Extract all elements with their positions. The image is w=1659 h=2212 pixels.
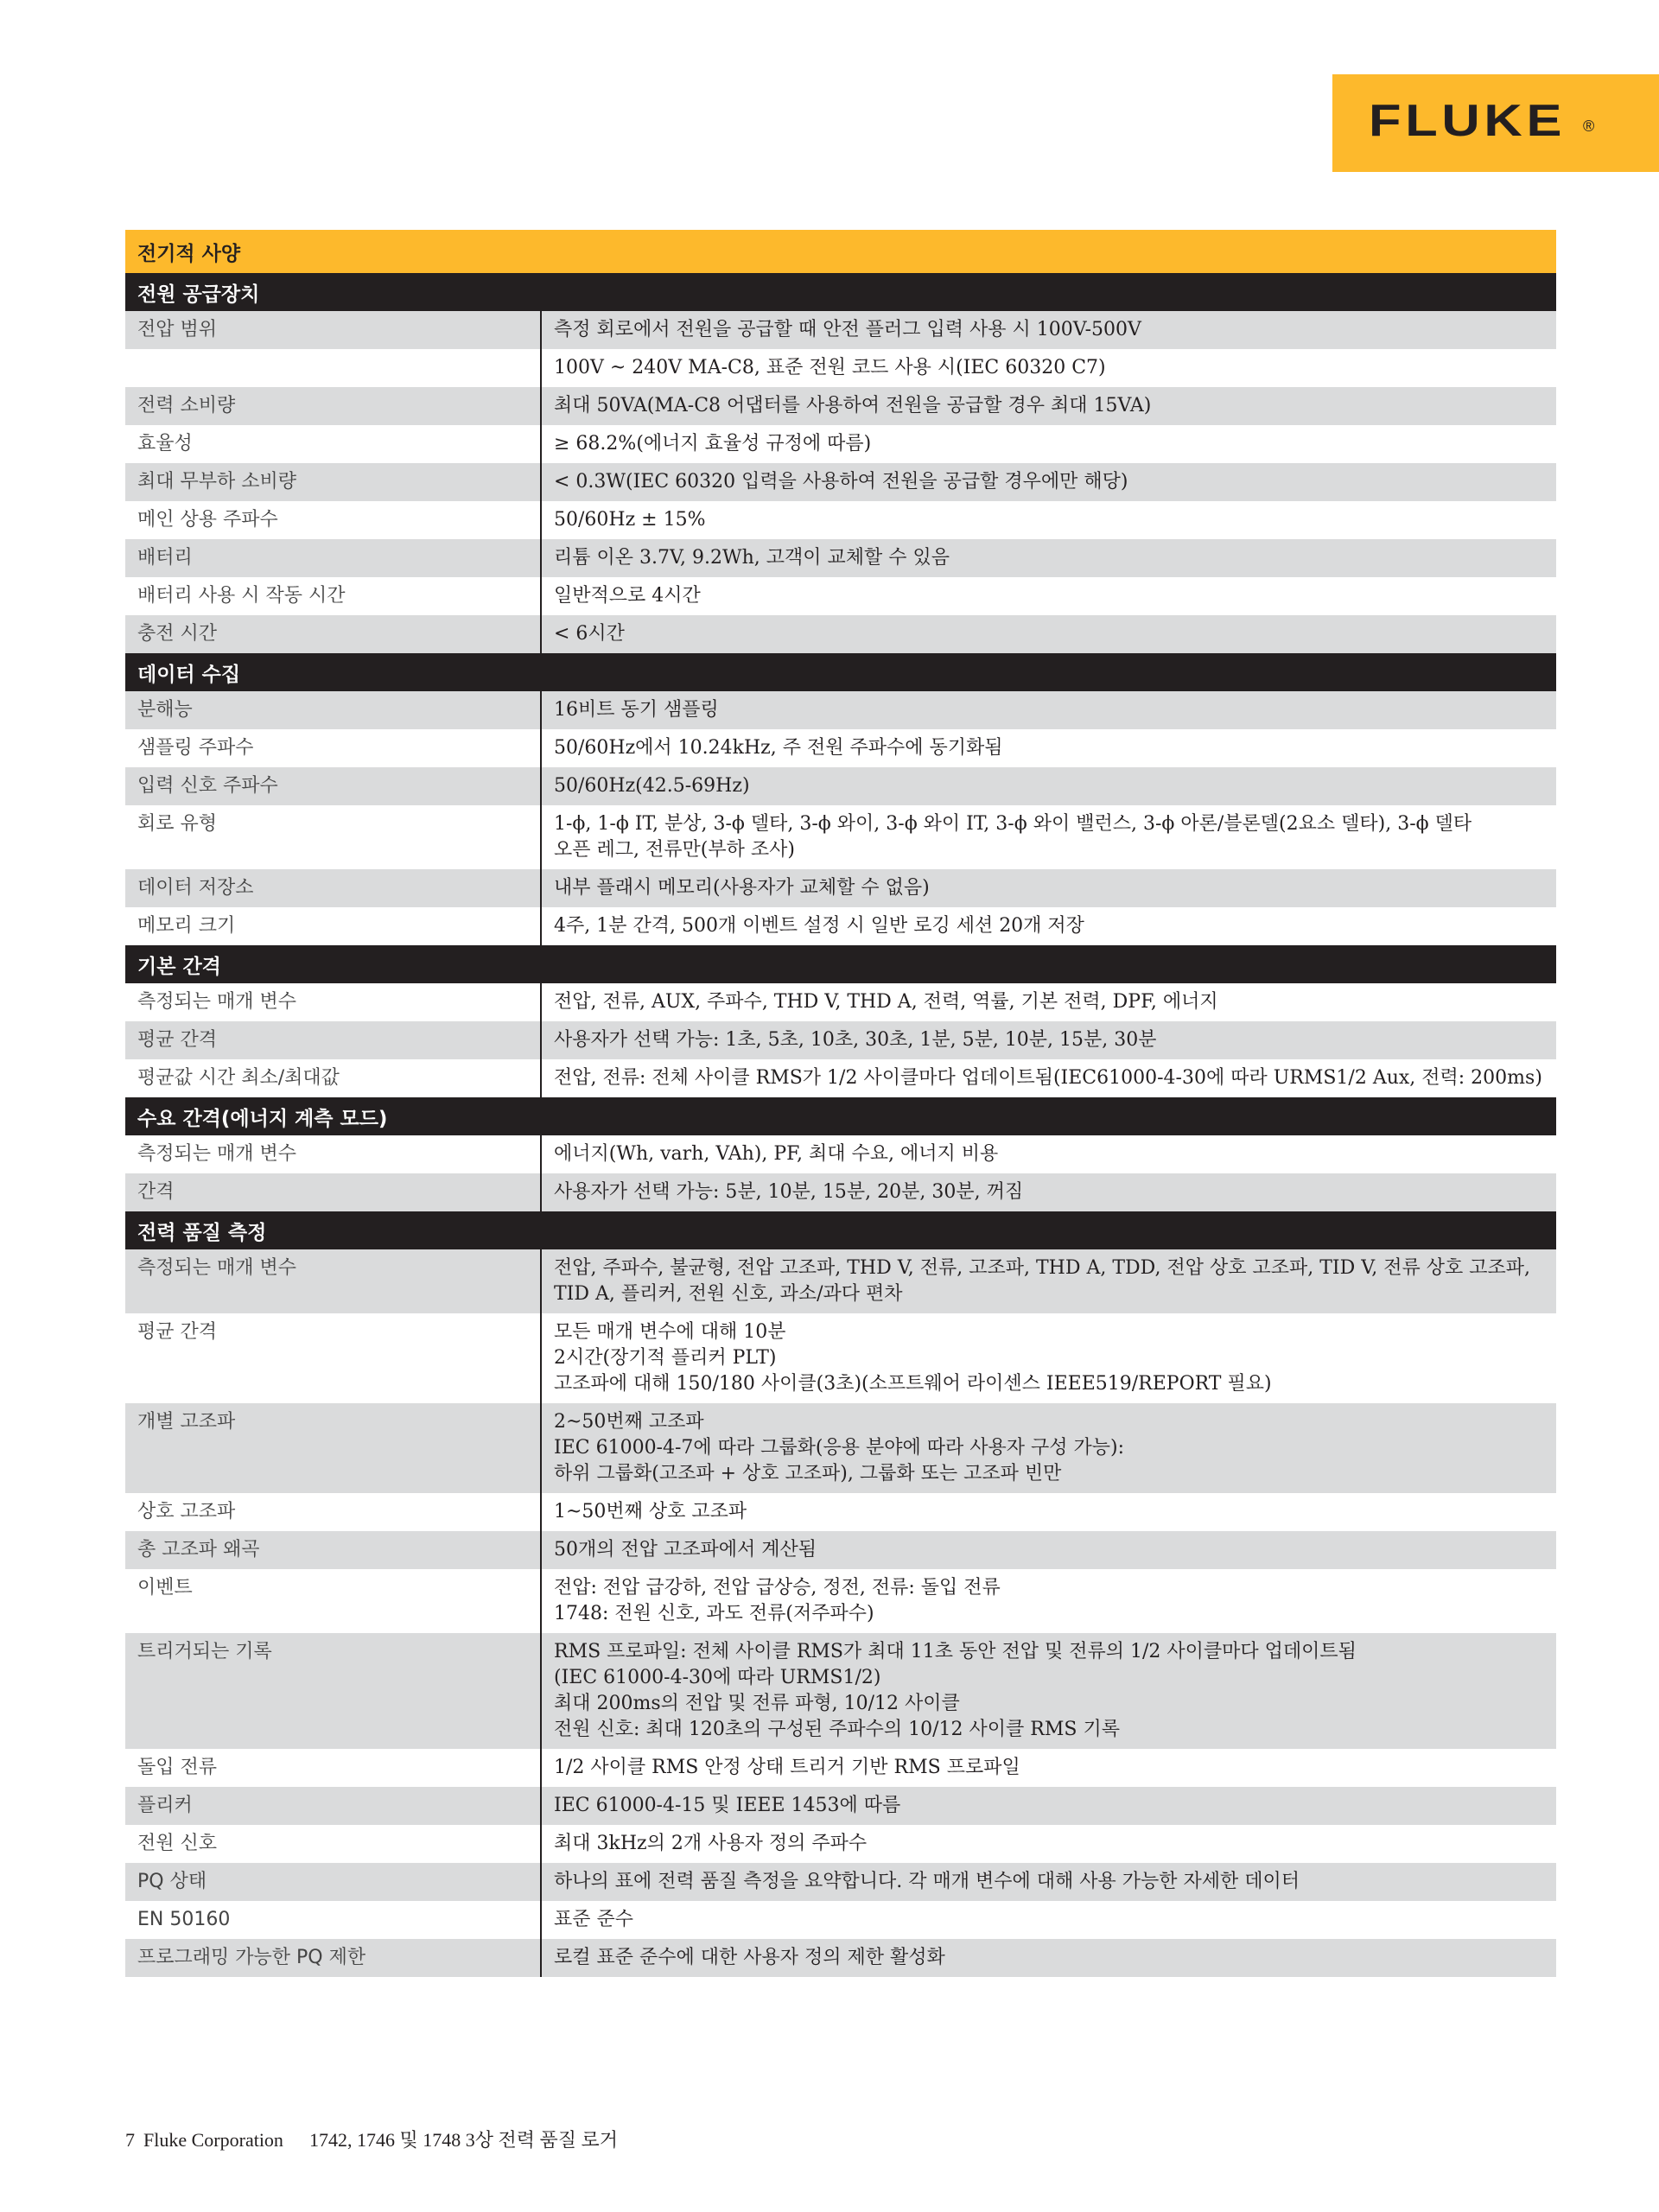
row-value bbox=[542, 1939, 1556, 1977]
section-header: 기본 간격 bbox=[125, 945, 1556, 983]
table-row bbox=[125, 1939, 1556, 1977]
section-header: 전원 공급장치 bbox=[125, 273, 1556, 311]
row-label: 데이터 저장소 bbox=[125, 869, 542, 907]
row-label: 배터리 사용 시 작동 시간 bbox=[125, 577, 542, 615]
value-line: 1-ϕ, 1-ϕ IT, 분상, 3-ϕ 델타, 3-ϕ 와이, 3-ϕ 와이 IT, 3-ϕ 와이 밸런스, 3-ϕ 아론/블론델(2요소 델타), 3-ϕ 델타 bbox=[554, 813, 1472, 835]
value-line: 전압, 전류: 전체 사이클 RMS가 1/2 사이클마다 업데이트됨(IEC61000-4-30에 따라 URMS1/2 Aux, 전력: 200ms) bbox=[554, 1067, 1542, 1089]
row-label: 전압 범위 bbox=[125, 311, 542, 349]
value-line: < 6시간 bbox=[554, 623, 625, 645]
table-row bbox=[125, 615, 1556, 653]
row-label: 메모리 크기 bbox=[125, 907, 542, 945]
logo-registered-mark: ® bbox=[1583, 118, 1595, 135]
table-row bbox=[125, 311, 1556, 349]
value-line: 사용자가 선택 가능: 1초, 5초, 10초, 30초, 1분, 5분, 10분, 15분, 30분 bbox=[554, 1029, 1157, 1051]
value-line: TID A, 플리커, 전원 신호, 과소/과다 편차 bbox=[554, 1283, 903, 1305]
row-value bbox=[542, 1493, 1556, 1531]
table-row bbox=[125, 349, 1556, 387]
table-row bbox=[125, 767, 1556, 805]
row-value bbox=[542, 349, 1556, 387]
value-line: 표준 준수 bbox=[554, 1909, 634, 1930]
table-title: 전기적 사양 bbox=[125, 230, 1556, 273]
row-label: 입력 신호 주파수 bbox=[125, 767, 542, 805]
row-value bbox=[542, 1749, 1556, 1787]
value-line: 1/2 사이클 RMS 안정 상태 트리거 기반 RMS 프로파일 bbox=[554, 1757, 1020, 1778]
table-row bbox=[125, 1493, 1556, 1531]
row-label: 효율성 bbox=[125, 425, 542, 463]
table-row bbox=[125, 1901, 1556, 1939]
row-label: 플리커 bbox=[125, 1787, 542, 1825]
row-value bbox=[542, 1863, 1556, 1901]
row-value bbox=[542, 1825, 1556, 1863]
value-line: RMS 프로파일: 전체 사이클 RMS가 최대 11초 동안 전압 및 전류의 1/2 사이클마다 업데이트됨 bbox=[554, 1641, 1357, 1662]
table-row bbox=[125, 1569, 1556, 1633]
row-value bbox=[542, 1531, 1556, 1569]
row-label: 이벤트 bbox=[125, 1569, 542, 1633]
row-value bbox=[542, 425, 1556, 463]
value-line: 하위 그룹화(고조파 + 상호 고조파), 그룹화 또는 고조파 빈만 bbox=[554, 1463, 1062, 1484]
row-label: 분해능 bbox=[125, 691, 542, 729]
table-row bbox=[125, 805, 1556, 869]
table-row bbox=[125, 539, 1556, 577]
value-line: 전압: 전압 급강하, 전압 급상승, 정전, 전류: 돌입 전류 bbox=[554, 1577, 1001, 1599]
row-label: 평균 간격 bbox=[125, 1313, 542, 1403]
row-label: 측정되는 매개 변수 bbox=[125, 1135, 542, 1173]
electrical-spec-table bbox=[125, 230, 1556, 1977]
table-row bbox=[125, 1787, 1556, 1825]
value-line: 전원 신호: 최대 120초의 구성된 주파수의 10/12 사이클 RMS 기록 bbox=[554, 1719, 1120, 1740]
logo-wordmark: FLUKE bbox=[1369, 96, 1567, 146]
value-line: 측정 회로에서 전원을 공급할 때 안전 플러그 입력 사용 시 100V-500V bbox=[554, 319, 1141, 340]
row-value bbox=[542, 691, 1556, 729]
value-line: 최대 3kHz의 2개 사용자 정의 주파수 bbox=[554, 1833, 868, 1854]
row-value bbox=[542, 805, 1556, 869]
table-row bbox=[125, 729, 1556, 767]
value-line: 50개의 전압 고조파에서 계산됨 bbox=[554, 1539, 817, 1560]
row-label: 메인 상용 주파수 bbox=[125, 501, 542, 539]
row-value bbox=[542, 767, 1556, 805]
value-line: 4주, 1분 간격, 500개 이벤트 설정 시 일반 로깅 세션 20개 저장 bbox=[554, 915, 1084, 937]
table-row bbox=[125, 501, 1556, 539]
value-line: 하나의 표에 전력 품질 측정을 요약합니다. 각 매개 변수에 대해 사용 가능한 자세한 데이터 bbox=[554, 1871, 1300, 1892]
row-value bbox=[542, 983, 1556, 1021]
value-line: 50/60Hz ± 15% bbox=[554, 509, 706, 531]
footer-company: Fluke Corporation bbox=[143, 2129, 283, 2151]
row-label: 트리거되는 기록 bbox=[125, 1633, 542, 1749]
table-row bbox=[125, 463, 1556, 501]
value-line: ≥ 68.2%(에너지 효율성 규정에 따름) bbox=[554, 433, 872, 454]
section-header: 전력 품질 측정 bbox=[125, 1211, 1556, 1249]
value-line: 전압, 전류, AUX, 주파수, THD V, THD A, 전력, 역률, 기본 전력, DPF, 에너지 bbox=[554, 991, 1218, 1013]
table-row bbox=[125, 577, 1556, 615]
value-line: 리튬 이온 3.7V, 9.2Wh, 고객이 교체할 수 있음 bbox=[554, 547, 950, 569]
value-line: 사용자가 선택 가능: 5분, 10분, 15분, 20분, 30분, 꺼짐 bbox=[554, 1181, 1024, 1203]
row-label: 전원 신호 bbox=[125, 1825, 542, 1863]
row-label: EN 50160 bbox=[125, 1901, 542, 1939]
row-value bbox=[542, 1135, 1556, 1173]
value-line: 전압, 주파수, 불균형, 전압 고조파, THD V, 전류, 고조파, THD A, TDD, 전압 상호 고조파, TID V, 전류 상호 고조파, bbox=[554, 1257, 1530, 1279]
table-row bbox=[125, 1249, 1556, 1313]
row-value bbox=[542, 1059, 1556, 1097]
row-value bbox=[542, 501, 1556, 539]
page-number: 7 bbox=[125, 2129, 135, 2151]
value-line: 로컬 표준 준수에 대한 사용자 정의 제한 활성화 bbox=[554, 1947, 945, 1968]
value-line: 최대 200ms의 전압 및 전류 파형, 10/12 사이클 bbox=[554, 1693, 960, 1714]
row-label: 회로 유형 bbox=[125, 805, 542, 869]
row-value bbox=[542, 387, 1556, 425]
fluke-logo bbox=[1332, 74, 1659, 172]
table-row bbox=[125, 869, 1556, 907]
row-label: PQ 상태 bbox=[125, 1863, 542, 1901]
value-line: 100V ~ 240V MA-C8, 표준 전원 코드 사용 시(IEC 60320 C7) bbox=[554, 357, 1106, 378]
row-value bbox=[542, 869, 1556, 907]
row-label: 측정되는 매개 변수 bbox=[125, 983, 542, 1021]
value-line: 내부 플래시 메모리(사용자가 교체할 수 없음) bbox=[554, 877, 930, 899]
row-value bbox=[542, 615, 1556, 653]
row-label: 간격 bbox=[125, 1173, 542, 1211]
table-row bbox=[125, 1531, 1556, 1569]
row-value bbox=[542, 577, 1556, 615]
table-row bbox=[125, 1021, 1556, 1059]
value-line: 1~50번째 상호 고조파 bbox=[554, 1501, 747, 1522]
row-label: 돌입 전류 bbox=[125, 1749, 542, 1787]
value-line: 50/60Hz(42.5-69Hz) bbox=[554, 775, 750, 797]
value-line: (IEC 61000-4-30에 따라 URMS1/2) bbox=[554, 1667, 881, 1688]
value-line: 2~50번째 고조파 bbox=[554, 1411, 704, 1433]
table-row bbox=[125, 691, 1556, 729]
row-label: 충전 시간 bbox=[125, 615, 542, 653]
table-row bbox=[125, 1749, 1556, 1787]
table-row bbox=[125, 1313, 1556, 1403]
table-row bbox=[125, 1135, 1556, 1173]
row-value bbox=[542, 729, 1556, 767]
table-row bbox=[125, 1403, 1556, 1493]
section-header: 데이터 수집 bbox=[125, 653, 1556, 691]
table-row bbox=[125, 1825, 1556, 1863]
row-label: 전력 소비량 bbox=[125, 387, 542, 425]
value-line: 최대 50VA(MA-C8 어댑터를 사용하여 전원을 공급할 경우 최대 15VA) bbox=[554, 395, 1152, 416]
table-row bbox=[125, 1633, 1556, 1749]
row-label: 배터리 bbox=[125, 539, 542, 577]
section-header: 수요 간격(에너지 계측 모드) bbox=[125, 1097, 1556, 1135]
row-label: 샘플링 주파수 bbox=[125, 729, 542, 767]
table-row bbox=[125, 387, 1556, 425]
row-value bbox=[542, 1173, 1556, 1211]
row-value bbox=[542, 1021, 1556, 1059]
value-line: < 0.3W(IEC 60320 입력을 사용하여 전원을 공급할 경우에만 해당) bbox=[554, 471, 1128, 493]
row-value bbox=[542, 1313, 1556, 1403]
row-label: 총 고조파 왜곡 bbox=[125, 1531, 542, 1569]
value-line: 2시간(장기적 플리커 PLT) bbox=[554, 1347, 777, 1369]
value-line: 16비트 동기 샘플링 bbox=[554, 699, 719, 721]
row-label: 측정되는 매개 변수 bbox=[125, 1249, 542, 1313]
row-value bbox=[542, 1569, 1556, 1633]
table-row bbox=[125, 1863, 1556, 1901]
table-row bbox=[125, 983, 1556, 1021]
row-label: 최대 무부하 소비량 bbox=[125, 463, 542, 501]
value-line: 오픈 레그, 전류만(부하 조사) bbox=[554, 839, 795, 861]
value-line: IEC 61000-4-15 및 IEEE 1453에 따름 bbox=[554, 1795, 901, 1816]
row-value bbox=[542, 1249, 1556, 1313]
row-label: 평균값 시간 최소/최대값 bbox=[125, 1059, 542, 1097]
footer-title: 1742, 1746 및 1748 3상 전력 품질 로거 bbox=[308, 2129, 618, 2151]
row-label: 상호 고조파 bbox=[125, 1493, 542, 1531]
row-label: 평균 간격 bbox=[125, 1021, 542, 1059]
value-line: 모든 매개 변수에 대해 10분 bbox=[554, 1321, 786, 1343]
row-label: 개별 고조파 bbox=[125, 1403, 542, 1493]
row-value bbox=[542, 463, 1556, 501]
value-line: 일반적으로 4시간 bbox=[554, 585, 701, 607]
row-value bbox=[542, 907, 1556, 945]
value-line: 고조파에 대해 150/180 사이클(3초)(소프트웨어 라이센스 IEEE519/REPORT 필요) bbox=[554, 1373, 1272, 1395]
table-row bbox=[125, 1173, 1556, 1211]
value-line: 50/60Hz에서 10.24kHz, 주 전원 주파수에 동기화됨 bbox=[554, 737, 1003, 759]
row-value bbox=[542, 311, 1556, 349]
row-value bbox=[542, 1787, 1556, 1825]
row-value bbox=[542, 1403, 1556, 1493]
table-row bbox=[125, 1059, 1556, 1097]
value-line: 1748: 전원 신호, 과도 전류(저주파수) bbox=[554, 1603, 874, 1624]
page-footer bbox=[125, 2126, 644, 2152]
row-value bbox=[542, 1901, 1556, 1939]
value-line: IEC 61000-4-7에 따라 그룹화(응용 분야에 따라 사용자 구성 가능): bbox=[554, 1437, 1124, 1459]
value-line: 에너지(Wh, varh, VAh), PF, 최대 수요, 에너지 비용 bbox=[554, 1143, 999, 1165]
row-label bbox=[125, 349, 542, 387]
row-value bbox=[542, 1633, 1556, 1749]
table-row bbox=[125, 907, 1556, 945]
row-value bbox=[542, 539, 1556, 577]
row-label: 프로그래밍 가능한 PQ 제한 bbox=[125, 1939, 542, 1977]
table-row bbox=[125, 425, 1556, 463]
